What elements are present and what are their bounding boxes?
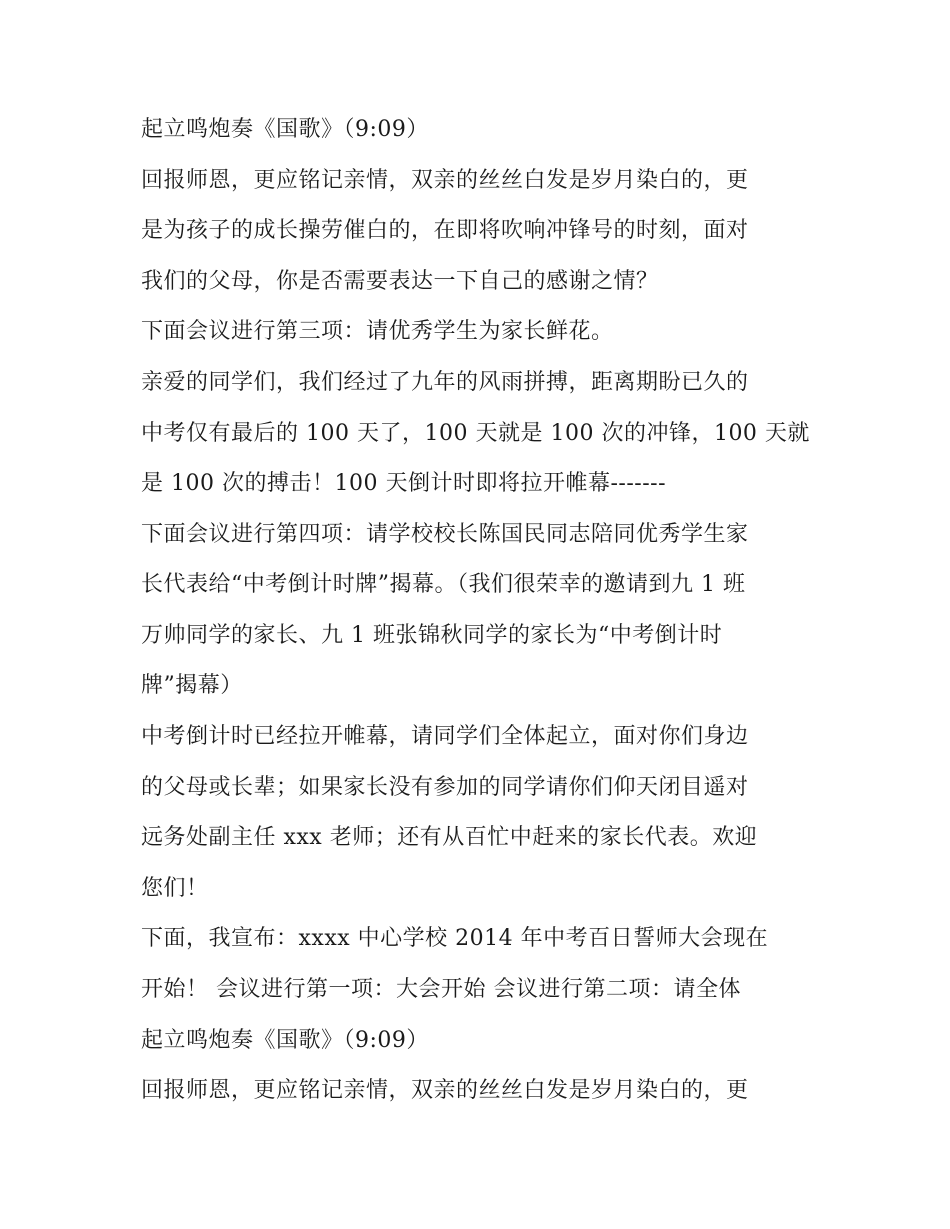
- text-line: 的父母或长辈；如果家长没有参加的同学请你们仰天闭目遥对: [141, 775, 749, 800]
- text-line: 您们！: [141, 876, 209, 901]
- text-line: 我们的父母，你是否需要表达一下自己的感谢之情？: [141, 269, 659, 294]
- text-line: 下面会议进行第四项：请学校校长陈国民同志陪同优秀学生家: [141, 522, 749, 547]
- text-line: 中考倒计时已经拉开帷幕，请同学们全体起立，面对你们身边: [141, 724, 749, 749]
- text-line: 是为孩子的成长操劳催白的，在即将吹响冲锋号的时刻，面对: [141, 218, 749, 243]
- text-line: 远务处副主任 xxx 老师；还有从百忙中赶来的家长代表。欢迎: [141, 825, 758, 850]
- text-line: 回报师恩，更应铭记亲情，双亲的丝丝白发是岁月染白的，更: [141, 168, 749, 193]
- text-line: 长代表给“中考倒计时牌”揭幕。（我们很荣幸的邀请到九 1 班: [141, 572, 746, 597]
- text-line: 是 100 次的搏击！100 天倒计时即将拉开帷幕-------: [141, 471, 666, 496]
- text-line: 牌”揭幕）: [141, 673, 243, 698]
- text-line: 亲爱的同学们，我们经过了九年的风雨拼搏，距离期盼已久的: [141, 370, 749, 395]
- text-line: 下面会议进行第三项：请优秀学生为家长鲜花。: [141, 319, 614, 344]
- text-line: 下面，我宣布：xxxx 中心学校 2014 年中考百日誓师大会现在: [141, 926, 769, 951]
- text-line: 万帅同学的家长、九 1 班张锦秋同学的家长为“中考倒计时: [141, 623, 723, 648]
- text-line: 起立鸣炮奏《国歌》（9:09）: [141, 1028, 429, 1053]
- text-line: 开始！ 会议进行第一项：大会开始 会议进行第二项：请全体: [141, 977, 741, 1002]
- text-line: 回报师恩，更应铭记亲情，双亲的丝丝白发是岁月染白的，更: [141, 1078, 749, 1103]
- text-line: 中考仅有最后的 100 天了，100 天就是 100 次的冲锋，100 天就: [141, 421, 810, 446]
- text-line: 起立鸣炮奏《国歌》（9:09）: [141, 117, 429, 142]
